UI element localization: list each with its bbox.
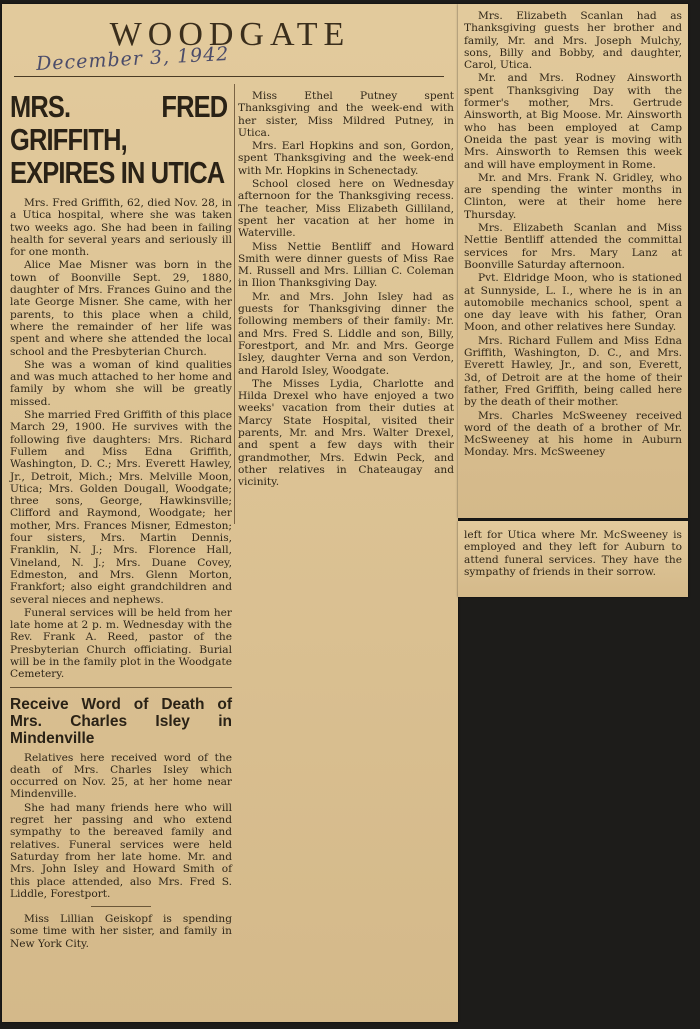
paragraph: Pvt. Eldridge Moon, who is stationed at Sunnyside, L. I., where he is in an automobile mechanics school, spent a one day leave with his father, Oran Moon, and other relatives here Sunday. [464, 272, 682, 334]
paragraph: Mrs. Charles McSweeney received word of the death of a brother of Mr. McSweeney at his home in Auburn Monday. Mrs. McSweeney [464, 409, 682, 459]
paragraph: Miss Ethel Putney spent Thanksgiving and the week-end with her sister, Miss Mildred Putney, in Utica. [238, 90, 454, 139]
clipping-right [458, 4, 688, 518]
column-divider [234, 84, 235, 524]
column-c [464, 10, 682, 459]
article-griffith [10, 197, 232, 681]
masthead: WOODGATE [109, 16, 351, 53]
article-isley [10, 752, 232, 901]
paragraph: Mrs. Richard Fullem and Miss Edna Griffith, Washington, D. C., and Mrs. Everett Hawley, Jr., and son, Everett, 3d, of Detroit are at the home of their father, Fred Griffith, being called here by the death of their mother. [464, 334, 682, 409]
paragraph: Mrs. Elizabeth Scanlan had as Thanksgiving guests her brother and family, Mr. and Mrs. Joseph Mulchy, sons, Billy and Bobby, and daughter, Carol, Utica. [464, 10, 682, 72]
paragraph: Mrs. Elizabeth Scanlan and Miss Nettie Bentliff attended the committal services for Mrs. Mary Lanz at Boonville Saturday afternoon. [464, 222, 682, 271]
paragraph: School closed here on Wednesday afternoon for the Thanksgiving recess. The teacher, Miss Elizabeth Gilliland, spent her vacation at her home in Waterville. [238, 178, 454, 240]
divider [91, 906, 151, 907]
paragraph: Mr. and Mrs. Rodney Ainsworth spent Thanksgiving Day with the former's mother, Mrs. Gertrude Ainsworth, at Big Moose. Mr. Ainsworth who has been employed at Camp Oneida the past year is moving with Mrs. Ainsworth to Remsen this week and will have employment in Rome. [464, 72, 682, 171]
paragraph: Mrs. Fred Griffith, 62, died Nov. 28, in a Utica hospital, where she was taken two weeks ago. She had been in failing health for several years and seriously ill for one month. [10, 197, 232, 259]
column-b [238, 90, 454, 489]
paragraph: She was a woman of kind qualities and was much attached to her home and family by whom she will be greatly missed. [10, 358, 232, 408]
paragraph: Miss Lillian Geiskopf is spending some time with her sister, and family in New York City. [10, 913, 232, 950]
paragraph: Mrs. Earl Hopkins and son, Gordon, spent Thanksgiving and the week-end with Mr. Hopkins in Schenectady. [238, 140, 454, 177]
paragraph: Miss Nettie Bentliff and Howard Smith were dinner guests of Miss Rae M. Russell and Mrs. Lillian C. Coleman in Ilion Thanksgiving Day. [238, 240, 454, 290]
paragraph: She had many friends here who will regret her passing and who extend sympathy to the bereaved family and relatives. Funeral services were held Saturday from her late home. Mr. and Mrs. John Isley and Howard Smith of this place attended, also Mrs. Fred S. Liddle, Forestport. [10, 801, 232, 900]
divider [10, 687, 232, 688]
paragraph: Relatives here received word of the death of Mrs. Charles Isley which occurred on Nov. 25, at her home near Mindenville. [10, 751, 232, 801]
headline-griffith: MRS. FRED GRIFFITH, EXPIRES IN UTICA [10, 89, 228, 190]
column-a [10, 90, 232, 950]
paragraph: left for Utica where Mr. McSweeney is employed and they left for Auburn to attend funeral services. They have the sympathy of friends in their sorrow. [464, 529, 682, 578]
paragraph: Mr. and Mrs. Frank N. Gridley, who are spending the winter months in Clinton, were at their home here Thursday. [464, 171, 682, 221]
paragraph: She married Fred Griffith of this place March 29, 1900. He survives with the following five daughters: Mrs. Richard Fullem and Miss Edna Griffith, Washington, D. C.; Mrs. Everett Hawley, Jr., Detroit, Mich.; Mrs. Melville Moon, Utica; Mrs. Golden Dougall, Woodgate; three sons, George, Hawkinsville; Clifford and Raymond, Woodgate; her mother, Mrs. Frances Misner, Edmeston; four sisters, Mrs. Martin Dennis, Franklin, N. J.; Mrs. Florence Hall, Vineland, N. J.; Mrs. Duane Covey, Edmeston, and Mrs. Glenn Morton, Frankfort; also eight grandchildren and several nieces and nephews. [10, 409, 232, 606]
paragraph: The Misses Lydia, Charlotte and Hilda Drexel who have enjoyed a two weeks' vacation from their duties at Marcy State Hospital, visited their parents, Mr. and Mrs. Walter Drexel, and spent a few days with their grandmother, Mrs. Edwin Peck, and other relatives in Chateaugay and vicinity. [238, 377, 454, 489]
paragraph: Alice Mae Misner was born in the town of Boonville Sept. 29, 1880, daughter of Mrs. Frances Guino and the late George Misner. She came, with her parents, to this place when a child, where the remainder of her life was spent and where she attended the local school and the Presbyterian Church. [10, 259, 232, 358]
headline-isley: Receive Word of Death of Mrs. Charles Isley in Mindenville [10, 695, 232, 747]
handwritten-date: December 3, 1942 [35, 42, 230, 76]
clipping-continuation [458, 521, 688, 597]
column-d [464, 529, 682, 578]
masthead-rule [14, 76, 444, 77]
paragraph: Funeral services will be held from her late home at 2 p. m. Wednesday with the Rev. Frank A. Reed, pastor of the Presbyterian Church officiating. Burial will be in the family plot in the Woodgate Cemetery. [10, 606, 232, 681]
clipping-main [2, 4, 458, 1022]
paragraph: Mr. and Mrs. John Isley had as guests for Thanksgiving dinner the following members of their family: Mr. and Mrs. Fred S. Liddle and son, Billy, Forestport, and Mr. and Mrs. George Isley, daughter Verna and son Verdon, and Harold Isley, Woodgate. [238, 290, 454, 377]
